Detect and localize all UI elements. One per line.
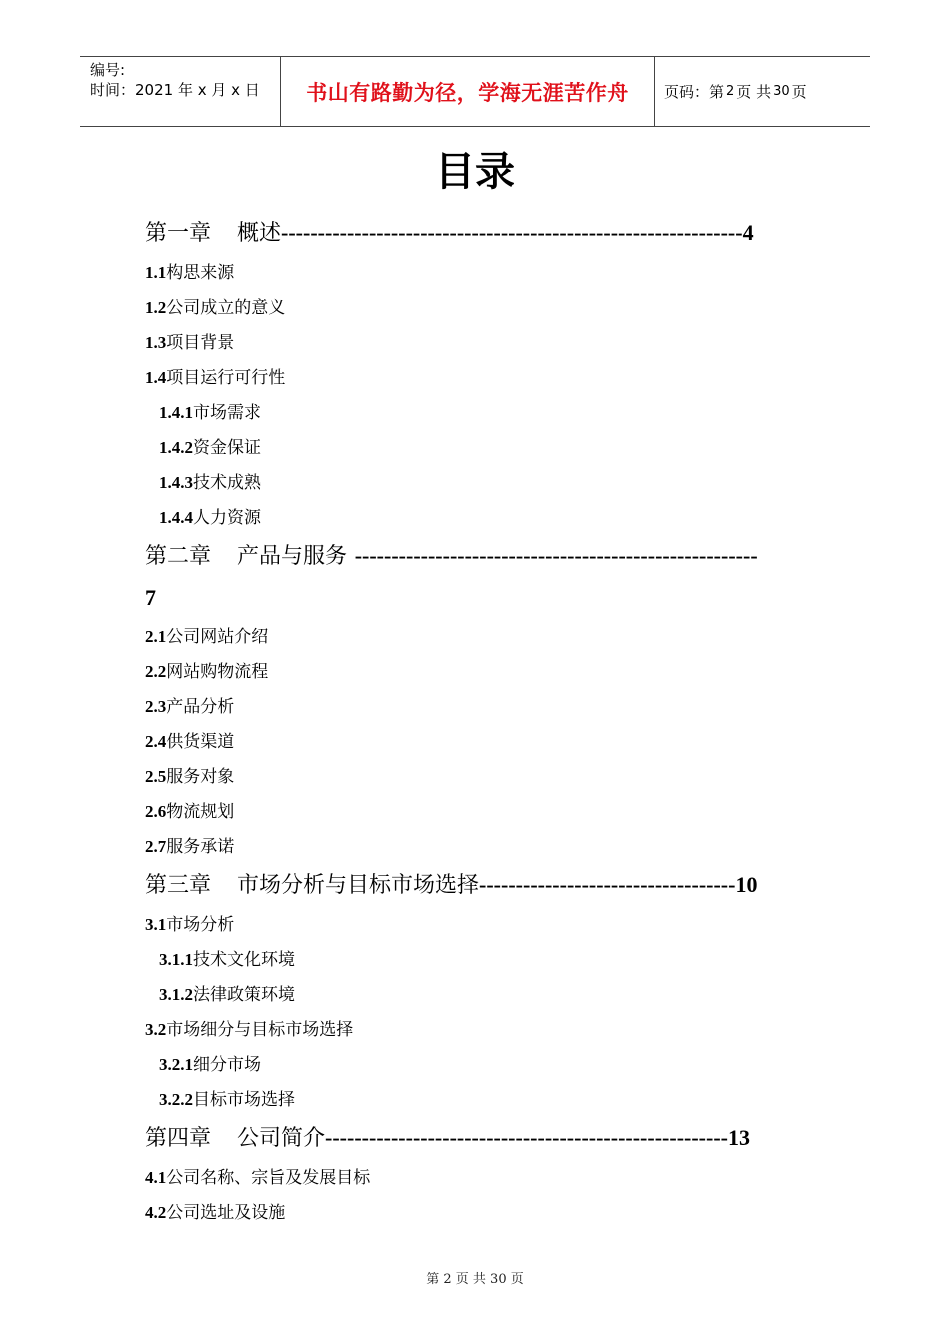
item-text: 市场分析 xyxy=(166,915,235,935)
item-text: 构思来源 xyxy=(166,263,235,283)
item-number: 1.4.1 xyxy=(159,403,193,422)
item-number: 1.2 xyxy=(145,298,167,317)
header-meta xyxy=(80,57,281,126)
item-number: 4.2 xyxy=(145,1203,167,1222)
item-text: 项目运行可行性 xyxy=(166,368,286,388)
chapter-label: 第三章 xyxy=(145,873,212,898)
item-text: 市场需求 xyxy=(193,403,261,423)
chapter-name: 公司简介 xyxy=(237,1126,326,1151)
item-text: 目标市场选择 xyxy=(193,1090,295,1110)
chapter-label: 第二章 xyxy=(145,544,212,569)
toc-item-2-3[interactable] xyxy=(145,696,234,718)
page-label: 页码：第 xyxy=(664,83,725,101)
toc-chapter-3[interactable] xyxy=(145,870,757,901)
toc-item-3-1[interactable] xyxy=(145,914,234,936)
item-number: 1.4.3 xyxy=(159,473,193,492)
item-text: 市场细分与目标市场选择 xyxy=(166,1020,354,1040)
toc-item-3-1-2[interactable] xyxy=(159,984,295,1006)
toc-item-2-4[interactable] xyxy=(145,731,234,753)
item-text: 供货渠道 xyxy=(166,732,235,752)
item-number: 3.2.1 xyxy=(159,1055,193,1074)
page-current: 2 xyxy=(726,84,735,99)
item-text: 网站购物流程 xyxy=(166,662,269,682)
chapter-page: 4 xyxy=(742,220,754,245)
item-number: 1.4.4 xyxy=(159,508,193,527)
toc-item-3-2[interactable] xyxy=(145,1019,353,1041)
chapter-page: 13 xyxy=(727,1125,750,1150)
item-text: 技术文化环境 xyxy=(193,950,295,970)
item-text: 人力资源 xyxy=(193,508,261,528)
item-number: 3.1.2 xyxy=(159,985,193,1004)
toc-chapter-4[interactable] xyxy=(145,1123,750,1154)
toc-chapter-2-page-line xyxy=(145,583,156,613)
toc-item-3-2-1[interactable] xyxy=(159,1054,261,1076)
page-end: 页 xyxy=(791,83,807,101)
chapter-leader: --------------------------------------------------------------- xyxy=(281,220,743,245)
item-number: 3.1.1 xyxy=(159,950,193,969)
item-number: 1.3 xyxy=(145,333,167,352)
page-mid: 页 共 xyxy=(736,83,772,101)
page-total: 30 xyxy=(773,84,790,99)
item-number: 2.7 xyxy=(145,837,167,856)
toc-item-1-4[interactable] xyxy=(145,367,285,389)
toc-item-2-7[interactable] xyxy=(145,836,234,858)
chapter-page: 7 xyxy=(145,585,156,610)
item-text: 服务对象 xyxy=(166,767,235,787)
item-number: 3.2.2 xyxy=(159,1090,193,1109)
toc-item-1-4-3[interactable] xyxy=(159,472,261,494)
item-number: 2.3 xyxy=(145,697,167,716)
item-number: 3.1 xyxy=(145,915,167,934)
item-text: 公司成立的意义 xyxy=(166,298,286,318)
item-number: 3.2 xyxy=(145,1020,167,1039)
item-number: 2.4 xyxy=(145,732,167,751)
page-header xyxy=(80,56,870,127)
toc-chapter-1[interactable] xyxy=(145,218,754,249)
chapter-label: 第一章 xyxy=(145,221,212,246)
toc-item-4-2[interactable] xyxy=(145,1202,285,1224)
time-label: 时间：2021 年 x 月 x 日 xyxy=(90,81,260,99)
chapter-leader: ----------------------------------- xyxy=(479,872,736,897)
chapter-name: 市场分析与目标市场选择 xyxy=(237,873,480,898)
toc-item-1-2[interactable] xyxy=(145,297,285,319)
item-number: 1.4 xyxy=(145,368,167,387)
item-number: 2.5 xyxy=(145,767,167,786)
item-text: 技术成熟 xyxy=(193,473,261,493)
toc-item-2-6[interactable] xyxy=(145,801,234,823)
item-text: 公司网站介绍 xyxy=(166,627,269,647)
item-text: 服务承诺 xyxy=(166,837,235,857)
chapter-label: 第四章 xyxy=(145,1126,212,1151)
item-number: 2.1 xyxy=(145,627,167,646)
item-text: 法律政策环境 xyxy=(193,985,295,1005)
toc-chapter-2[interactable] xyxy=(145,541,758,572)
toc-item-2-5[interactable] xyxy=(145,766,234,788)
chapter-name: 产品与服务 xyxy=(237,544,348,569)
page-title: 目录 xyxy=(435,149,515,195)
chapter-leader: ------------------------------------------------------- xyxy=(325,1125,728,1150)
item-number: 2.6 xyxy=(145,802,167,821)
item-text: 公司选址及设施 xyxy=(166,1203,286,1223)
toc-item-1-1[interactable] xyxy=(145,262,234,284)
toc-item-1-4-1[interactable] xyxy=(159,402,261,424)
item-text: 细分市场 xyxy=(193,1055,261,1075)
toc-item-1-4-4[interactable] xyxy=(159,507,261,529)
toc-item-4-1[interactable] xyxy=(145,1167,370,1189)
chapter-name: 概述 xyxy=(237,221,282,246)
toc-item-1-3[interactable] xyxy=(145,332,234,354)
item-text: 产品分析 xyxy=(166,697,235,717)
page-footer: 第 2 页 共 30 页 xyxy=(426,1272,524,1287)
toc-item-2-1[interactable] xyxy=(145,626,268,648)
item-number: 2.2 xyxy=(145,662,167,681)
toc-item-3-1-1[interactable] xyxy=(159,949,295,971)
header-motto: 书山有路勤为径，学海无涯苦作舟 xyxy=(281,57,655,126)
header-page-info xyxy=(655,57,870,126)
toc-item-3-2-2[interactable] xyxy=(159,1089,295,1111)
item-text: 物流规划 xyxy=(166,802,235,822)
code-label: 编号: xyxy=(90,61,126,79)
item-text: 公司名称、宗旨及发展目标 xyxy=(166,1168,371,1188)
item-number: 1.4.2 xyxy=(159,438,193,457)
chapter-page: 10 xyxy=(735,872,758,897)
item-number: 4.1 xyxy=(145,1168,167,1187)
item-text: 资金保证 xyxy=(193,438,261,458)
item-text: 项目背景 xyxy=(166,333,235,353)
toc-item-2-2[interactable] xyxy=(145,661,268,683)
item-number: 1.1 xyxy=(145,263,167,282)
chapter-leader: ------------------------------------------------------- xyxy=(354,543,758,568)
toc-item-1-4-2[interactable] xyxy=(159,437,261,459)
